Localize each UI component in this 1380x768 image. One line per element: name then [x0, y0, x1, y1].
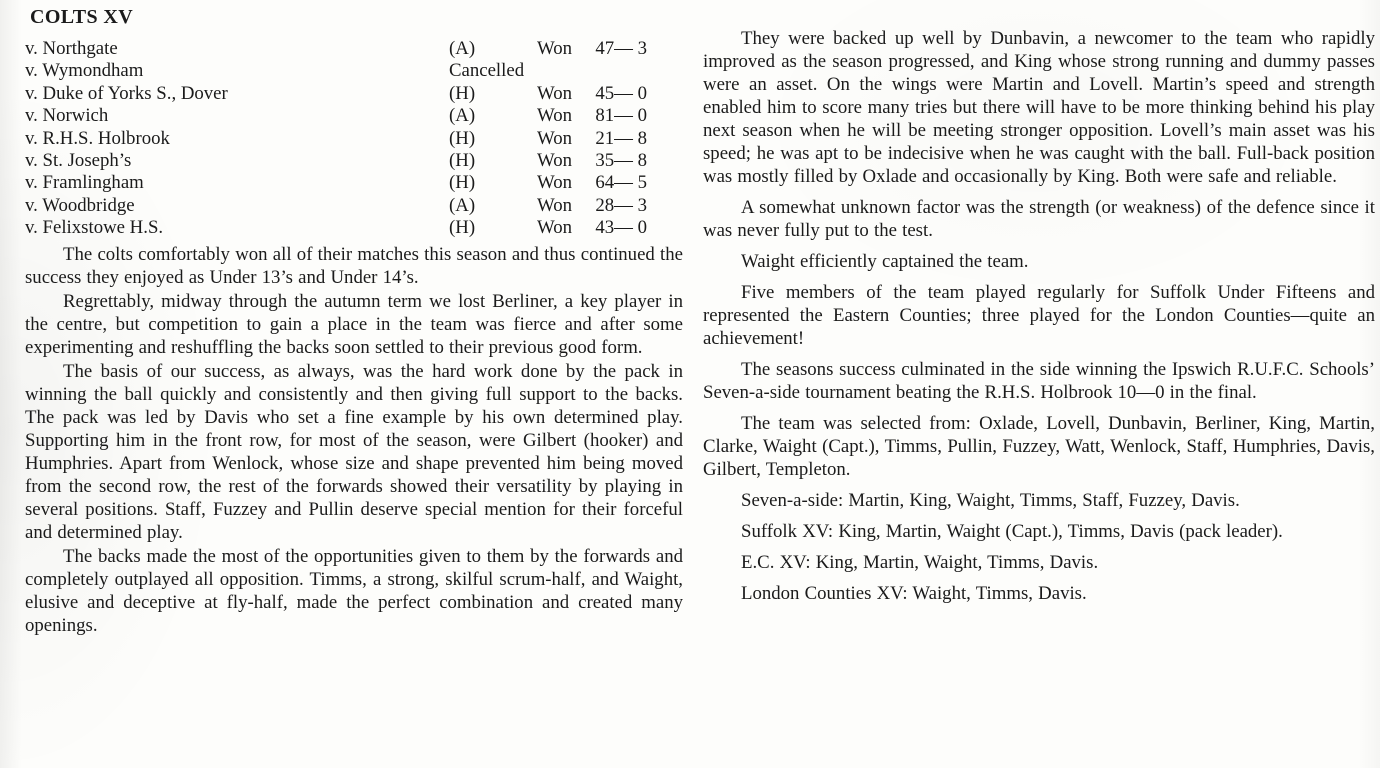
score-cell: 35— 8 [595, 149, 647, 171]
result-cell: Won [537, 217, 573, 239]
result-cell: Won [537, 149, 573, 171]
paragraph: The team was selected from: Oxlade, Lovell, Dunbavin, Berliner, King, Martin, Clarke, Waight (Capt.), Timms, Pullin, Fuzzey, Watt, Wenlock, Staff, Humphries, Davis, Gilbert, Templeton. [703, 413, 1375, 480]
table-row [25, 195, 647, 217]
result-cell: Won [537, 38, 573, 59]
paragraph: Five members of the team played regularly for Suffolk Under Fifteens and represented the Eastern Counties; three played for the London Counties—quite an achievement! [703, 282, 1375, 349]
paragraph: The colts comfortably won all of their matches this season and thus continued the success they enjoyed as Under 13’s and Under 14’s. [25, 243, 683, 288]
right-column [703, 27, 1375, 605]
score-cell: 47— 3 [595, 38, 647, 59]
venue-cell: Cancelled [449, 60, 525, 82]
table-row [25, 83, 647, 105]
venue-cell: (H) [449, 217, 476, 239]
opponent-cell: v. Duke of Yorks S., Dover [25, 82, 228, 104]
table-row [25, 105, 647, 127]
opponent-cell: v. Felixstowe H.S. [25, 217, 164, 239]
venue-cell: (H) [449, 127, 476, 149]
score-cell: 21— 8 [595, 127, 647, 149]
score-cell: 45— 0 [595, 82, 647, 104]
opponent-cell: v. Northgate [25, 38, 118, 59]
venue-cell: (A) [449, 194, 476, 216]
result-cell: Won [537, 105, 573, 127]
result-cell: Won [537, 82, 573, 104]
page-title: COLTS XV [30, 6, 134, 28]
paragraph: The backs made the most of the opportunities given to them by the forwards and completely outplayed all opposition. Timms, a strong, skilful scrum-half, and Waight, elusive and deceptive at fly-half, made the perfect combination and created many openings. [25, 545, 683, 636]
result-cell: Won [537, 172, 573, 194]
score-cell: 64— 5 [595, 172, 647, 194]
venue-cell: (H) [449, 149, 476, 171]
opponent-cell: v. Framlingham [25, 172, 144, 194]
paragraph: London Counties XV: Waight, Timms, Davis. [741, 583, 1087, 604]
score-cell: 81— 0 [595, 105, 647, 127]
venue-cell: (H) [449, 82, 476, 104]
paragraph: Waight efficiently captained the team. [741, 251, 1029, 272]
opponent-cell: v. Woodbridge [25, 194, 135, 216]
table-row [25, 38, 647, 60]
venue-cell: (A) [449, 38, 476, 59]
paragraph: The seasons success culminated in the side winning the Ipswich R.U.F.C. Schools’ Seven-a-side tournament beating the R.H.S. Holbrook 10—0 in the final. [703, 359, 1375, 403]
opponent-cell: v. Norwich [25, 105, 109, 127]
opponent-cell: v. Wymondham [25, 60, 144, 82]
paragraph: The basis of our success, as always, was the hard work done by the pack in winning the ball quickly and consistently and then giving full support to the backs. The pack was led by Davis who set a fine example by his own determined play. Supporting him in the front row, for most of the season, were Gilbert (hooker) and Humphries. Apart from Wenlock, whose size and shape prevented him being moved from the second row, the rest of the forwards showed their versatility by playing in several positions. Staff, Fuzzey and Pullin deserve special mention for their forceful and determined play. [25, 360, 683, 543]
results-table [25, 38, 647, 240]
paragraph: A somewhat unknown factor was the strength (or weakness) of the defence since it was never fully put to the test. [703, 197, 1375, 241]
venue-cell: (H) [449, 172, 476, 194]
opponent-cell: v. St. Joseph’s [25, 149, 132, 171]
left-column [25, 6, 683, 637]
result-cell: Won [537, 127, 573, 149]
paragraph: E.C. XV: King, Martin, Waight, Timms, Davis. [741, 552, 1099, 573]
table-row [25, 172, 647, 194]
table-row [25, 217, 647, 239]
score-cell: 43— 0 [595, 217, 647, 239]
score-cell: 28— 3 [595, 194, 647, 216]
opponent-cell: v. R.H.S. Holbrook [25, 127, 170, 149]
table-row [25, 150, 647, 172]
table-row [25, 60, 647, 82]
result-cell: Won [537, 194, 573, 216]
venue-cell: (A) [449, 105, 476, 127]
paragraph: Suffolk XV: King, Martin, Waight (Capt.), Timms, Davis (pack leader). [741, 521, 1283, 542]
paragraph: Regrettably, midway through the autumn term we lost Berliner, a key player in the centre, but competition to gain a place in the team was fierce and after some experimenting and reshuffling the backs soon settled to their previous good form. [25, 290, 683, 358]
paragraph: They were backed up well by Dunbavin, a newcomer to the team who rapidly improved as the season progressed, and King whose strong running and dummy passes were an asset. On the wings were Martin and Lovell. Martin’s speed and strength enabled him to score many tries but there will have to be more thinking behind his play next season when he will be meeting stronger opposition. Lovell’s main asset was his speed; he was apt to be indecisive when he was caught with the ball. Full-back position was mostly filled by Oxlade and occasionally by King. Both were safe and reliable. [703, 28, 1375, 187]
table-row [25, 128, 647, 150]
paragraph: Seven-a-side: Martin, King, Waight, Timms, Staff, Fuzzey, Davis. [741, 490, 1240, 511]
